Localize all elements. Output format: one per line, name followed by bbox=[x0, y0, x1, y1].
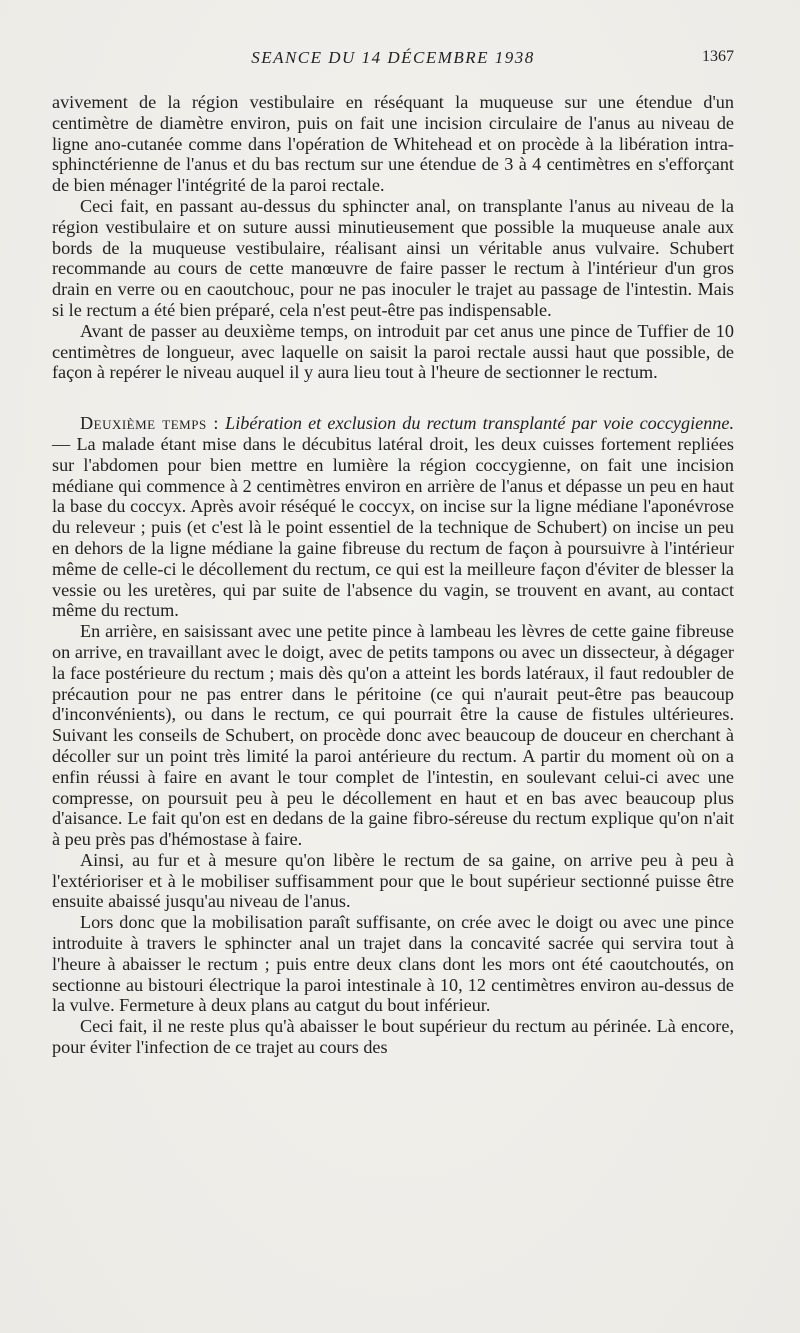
page-number: 1367 bbox=[702, 48, 734, 65]
paragraph: En arrière, en saisissant avec une petite pince à lambeau les lèvres de cette gaine fibreuse on arrive, en travaillant avec le doigt, avec de petits tampons ou avec un dissecteur, à dégager la face postérieure du rectum ; mais dès qu'on a atteint les bords latéraux, il faut redoubler de précaution pour ne pas entrer dans le péritoine (ce qui n'aurait peut-être pas beaucoup d'inconvénients), ou dans le rectum, ce qui pourrait être la cause de fistules ultérieures. Suivant les conseils de Schubert, on procède donc avec beaucoup de douceur en cherchant à décoller sur un point très limité la paroi antérieure du rectum. A partir du moment où on a enfin réussi à faire en avant le tour complet de l'intestin, en soulevant celui-ci avec une compresse, on poursuit peu à peu le décollement en haut et en bas avec beaucoup plus d'aisance. Le fait qu'on est en dedans de la gaine fibro-séreuse du rectum explique qu'on n'ait à peu près pas d'hémostase à faire. bbox=[52, 621, 734, 850]
section-spacer bbox=[52, 383, 734, 413]
page-header bbox=[52, 48, 734, 72]
running-title: SEANCE DU 14 DÉCEMBRE 1938 bbox=[251, 48, 535, 67]
paragraph: Avant de passer au deuxième temps, on introduit par cet anus une pince de Tuffier de 10 centimètres de longueur, avec laquelle on saisit la paroi rectale aussi haut que possible, de façon à repérer le niveau auquel il y aura lieu tout à l'heure de sectionner le rectum. bbox=[52, 320, 734, 383]
paragraph: Ceci fait, en passant au-dessus du sphincter anal, on transplante l'anus au niveau de la région vestibulaire et on suture aussi minutieusement que possible la muqueuse anale aux bords de la muqueuse vestibulaire, réalisant ainsi un véritable anus vulvaire. Schubert recommande au cours de cette manœuvre de faire passer le rectum à l'intérieur d'un gros drain en verre ou en caoutchouc, pour ne pas inoculer le trajet au passage de l'intestin. Mais si le rectum a été bien préparé, cela n'est peut-être pas indispensable. bbox=[52, 195, 734, 320]
paragraph: Lors donc que la mobilisation paraît suffisante, on crée avec le doigt ou avec une pince introduite à travers le sphincter anal un trajet dans la concavité sacrée qui servira tout à l'heure à abaisser le rectum ; puis entre deux clans dont les mors ont été caoutchoutés, on sectionne au bistouri électrique la paroi intestinale à 10, 12 centimètres environ au-dessus de la vulve. Fermeture à deux plans au catgut du bout inférieur. bbox=[52, 912, 734, 1016]
paragraph: Ceci fait, il ne reste plus qu'à abaisser le bout supérieur du rectum au périnée. Là encore, pour éviter l'infection de ce trajet au cours des bbox=[52, 1016, 734, 1058]
section-label: Deuxième temps : bbox=[80, 413, 219, 434]
body-text bbox=[52, 92, 734, 1058]
paragraph: avivement de la région vestibulaire en réséquant la muqueuse sur une étendue d'un centimètre de diamètre environ, puis on fait une incision circulaire de l'anus au niveau de ligne ano-cutanée comme dans l'opération de Whitehead et on procède à la libération intra-sphinctérienne de l'anus et du bas rectum sur une étendue de 3 à 4 centimètres en s'efforçant de bien ménager l'intégrité de la paroi rectale. bbox=[52, 92, 734, 196]
section-title: Libération et exclusion du rectum transplanté par voie coccygienne. bbox=[225, 413, 735, 434]
section-heading-paragraph bbox=[52, 413, 734, 621]
paragraph: Ainsi, au fur et à mesure qu'on libère le rectum de sa gaine, on arrive peu à peu à l'extérioriser et à le mobiliser suffisamment pour que le bout supérieur sectionné puisse être ensuite abaissé jusqu'au niveau de l'anus. bbox=[52, 849, 734, 912]
section-first-paragraph-text: — La malade étant mise dans le décubitus latéral droit, les deux cuisses fortement repliées sur l'abdomen pour bien mettre en lumière la région coccygienne, on fait une incision médiane qui commence à 2 centimètres environ en arrière de l'anus et dépasse un peu en haut la base du coccyx. Après avoir réséqué le coccyx, on incise sur la ligne médiane l'aponévrose du releveur ; puis (et c'est là le point essentiel de la technique de Schubert) on incise un peu en dehors de la ligne médiane la gaine fibreuse du rectum de façon à poursuivre à l'intérieur même de celle-ci le décollement du rectum, ce qui est la meilleure façon d'éviter de blesser la vessie ou les uretères, qui par suite de l'absence du vagin, se trouvent en avant, au contact même du rectum. bbox=[52, 433, 734, 621]
